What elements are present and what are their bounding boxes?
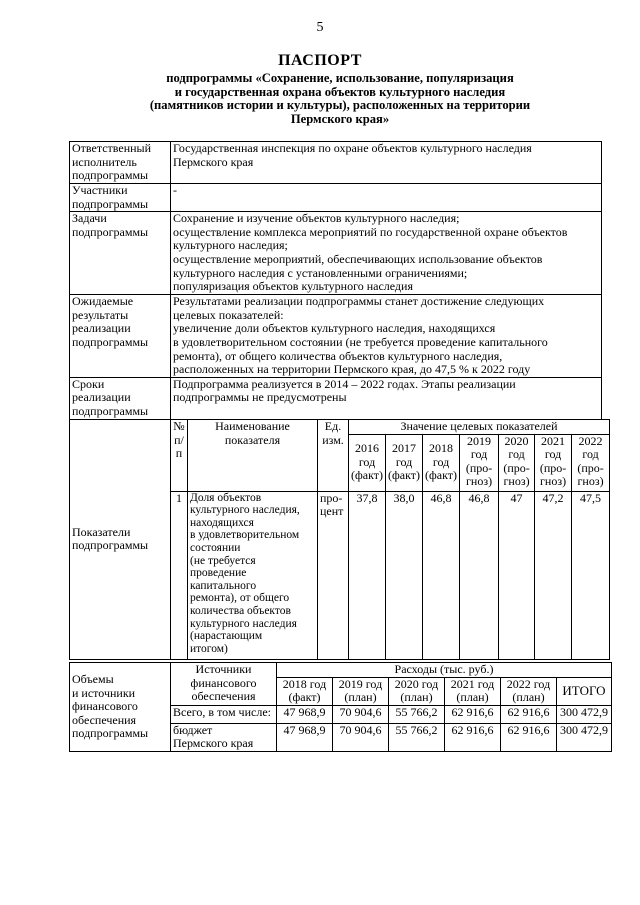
fin-value: 55 766,2 (389, 705, 445, 723)
value-executor: Государственная инспекция по охране объектов культурного наследия Пермского края (171, 142, 602, 184)
document-title: ПАСПОРТ (278, 52, 362, 69)
subtitle-line: (памятников истории и культуры), расположенных на территории (149, 98, 531, 112)
col-expenses-header: Расходы (тыс. руб.) (277, 663, 612, 678)
fin-value: 300 472,9 (557, 705, 612, 723)
indicator-unit: про- цент (318, 491, 349, 659)
year-header: 2020 год (про- гноз) (499, 434, 535, 491)
passport-table (69, 141, 602, 420)
year-header: 2019 год (про- гноз) (460, 434, 499, 491)
fin-value: 62 916,6 (445, 705, 501, 723)
finance-header-row (70, 663, 612, 678)
indicator-value: 46,8 (460, 491, 499, 659)
subtitle-line: и государственная охрана объектов культурного наследия (174, 84, 506, 99)
label-executor: Ответственный исполнитель подпрограммы (70, 142, 171, 184)
year-header: 2018 год (факт) (423, 434, 460, 491)
row-terms (70, 377, 602, 419)
indicator-value: 37,8 (349, 491, 386, 659)
finance-table (69, 662, 612, 752)
year-header: 2021 год (про- гноз) (535, 434, 572, 491)
fin-total-header: ИТОГО (557, 677, 612, 705)
subtitle-line: подпрограммы «Сохранение, использование, популяризация (166, 71, 514, 85)
value-results: Результатами реализации подпрограммы станет достижение следующих целевых показателей: увеличение доли объектов культурного наследия, находящихся в удовлетворительном состоянии (не требуется проведение капитального ремонта), от общего количества объектов культурного наследия, расположенных на территории Пермского края, до 47,5 % к 2022 году (171, 295, 602, 378)
label-indicators: Показатели подпрограммы (70, 420, 171, 660)
col-unit-header: Ед. изм. (318, 420, 349, 492)
fin-source: Всего, в том числе: (171, 705, 277, 723)
indicator-value: 38,0 (386, 491, 423, 659)
fin-value: 62 916,6 (501, 705, 557, 723)
label-terms: Сроки реализации подпрограммы (70, 377, 171, 419)
year-header: 2017 год (факт) (386, 434, 423, 491)
year-header: 2016 год (факт) (349, 434, 386, 491)
fin-year-header: 2022 год (план) (501, 677, 557, 705)
label-participants: Участники подпрограммы (70, 184, 171, 212)
fin-value: 55 766,2 (389, 723, 445, 751)
label-tasks: Задачи подпрограммы (70, 212, 171, 295)
row-executor (70, 142, 602, 184)
fin-value: 62 916,6 (445, 723, 501, 751)
col-source-header: Источники финансового обеспечения (171, 663, 277, 706)
indicator-name: Доля объектов культурного наследия, находящихся в удовлетворительном состоянии (не требуется проведение капитального ремонта), от общего количества объектов культурного наследия (нарастающим итогом) (188, 491, 318, 659)
indicator-value: 47,2 (535, 491, 572, 659)
value-terms: Подпрограмма реализуется в 2014 – 2022 годах. Этапы реализации подпрограммы не предусмотрены (171, 377, 602, 419)
indicator-value: 47 (499, 491, 535, 659)
fin-year-header: 2019 год (план) (333, 677, 389, 705)
row-participants (70, 184, 602, 212)
label-finance: Объемы и источники финансового обеспечения подпрограммы (70, 663, 171, 752)
value-tasks: Сохранение и изучение объектов культурного наследия; осуществление комплекса мероприятий по государственной охране объектов культурного наследия; осуществление мероприятий, обеспечивающих использование объектов культурного наследия с установленными ограничениями; популяризация объектов культурного наследия (171, 212, 602, 295)
indicators-table (69, 419, 610, 660)
col-num-header: № п/п (171, 420, 188, 492)
document-subtitle (100, 72, 580, 126)
indicators-header-row (70, 420, 610, 435)
row-tasks (70, 212, 602, 295)
label-results: Ожидаемые результаты реализации подпрограммы (70, 295, 171, 378)
fin-year-header: 2021 год (план) (445, 677, 501, 705)
fin-year-header: 2018 год (факт) (277, 677, 333, 705)
value-participants: - (171, 184, 602, 212)
subtitle-line: Пермского края» (290, 111, 390, 126)
indicator-value: 47,5 (572, 491, 610, 659)
year-header: 2022 год (про- гноз) (572, 434, 610, 491)
indicator-num: 1 (171, 491, 188, 659)
fin-value: 47 968,9 (277, 723, 333, 751)
col-values-header: Значение целевых показателей (349, 420, 610, 435)
col-name-header: Наименование показателя (188, 420, 318, 492)
fin-value: 300 472,9 (557, 723, 612, 751)
page-number: 5 (316, 20, 324, 35)
fin-value: 70 904,6 (333, 705, 389, 723)
fin-value: 62 916,6 (501, 723, 557, 751)
fin-source: бюджет Пермского края (171, 723, 277, 751)
row-results (70, 295, 602, 378)
fin-value: 47 968,9 (277, 705, 333, 723)
fin-value: 70 904,6 (333, 723, 389, 751)
indicator-value: 46,8 (423, 491, 460, 659)
fin-year-header: 2020 год (план) (389, 677, 445, 705)
